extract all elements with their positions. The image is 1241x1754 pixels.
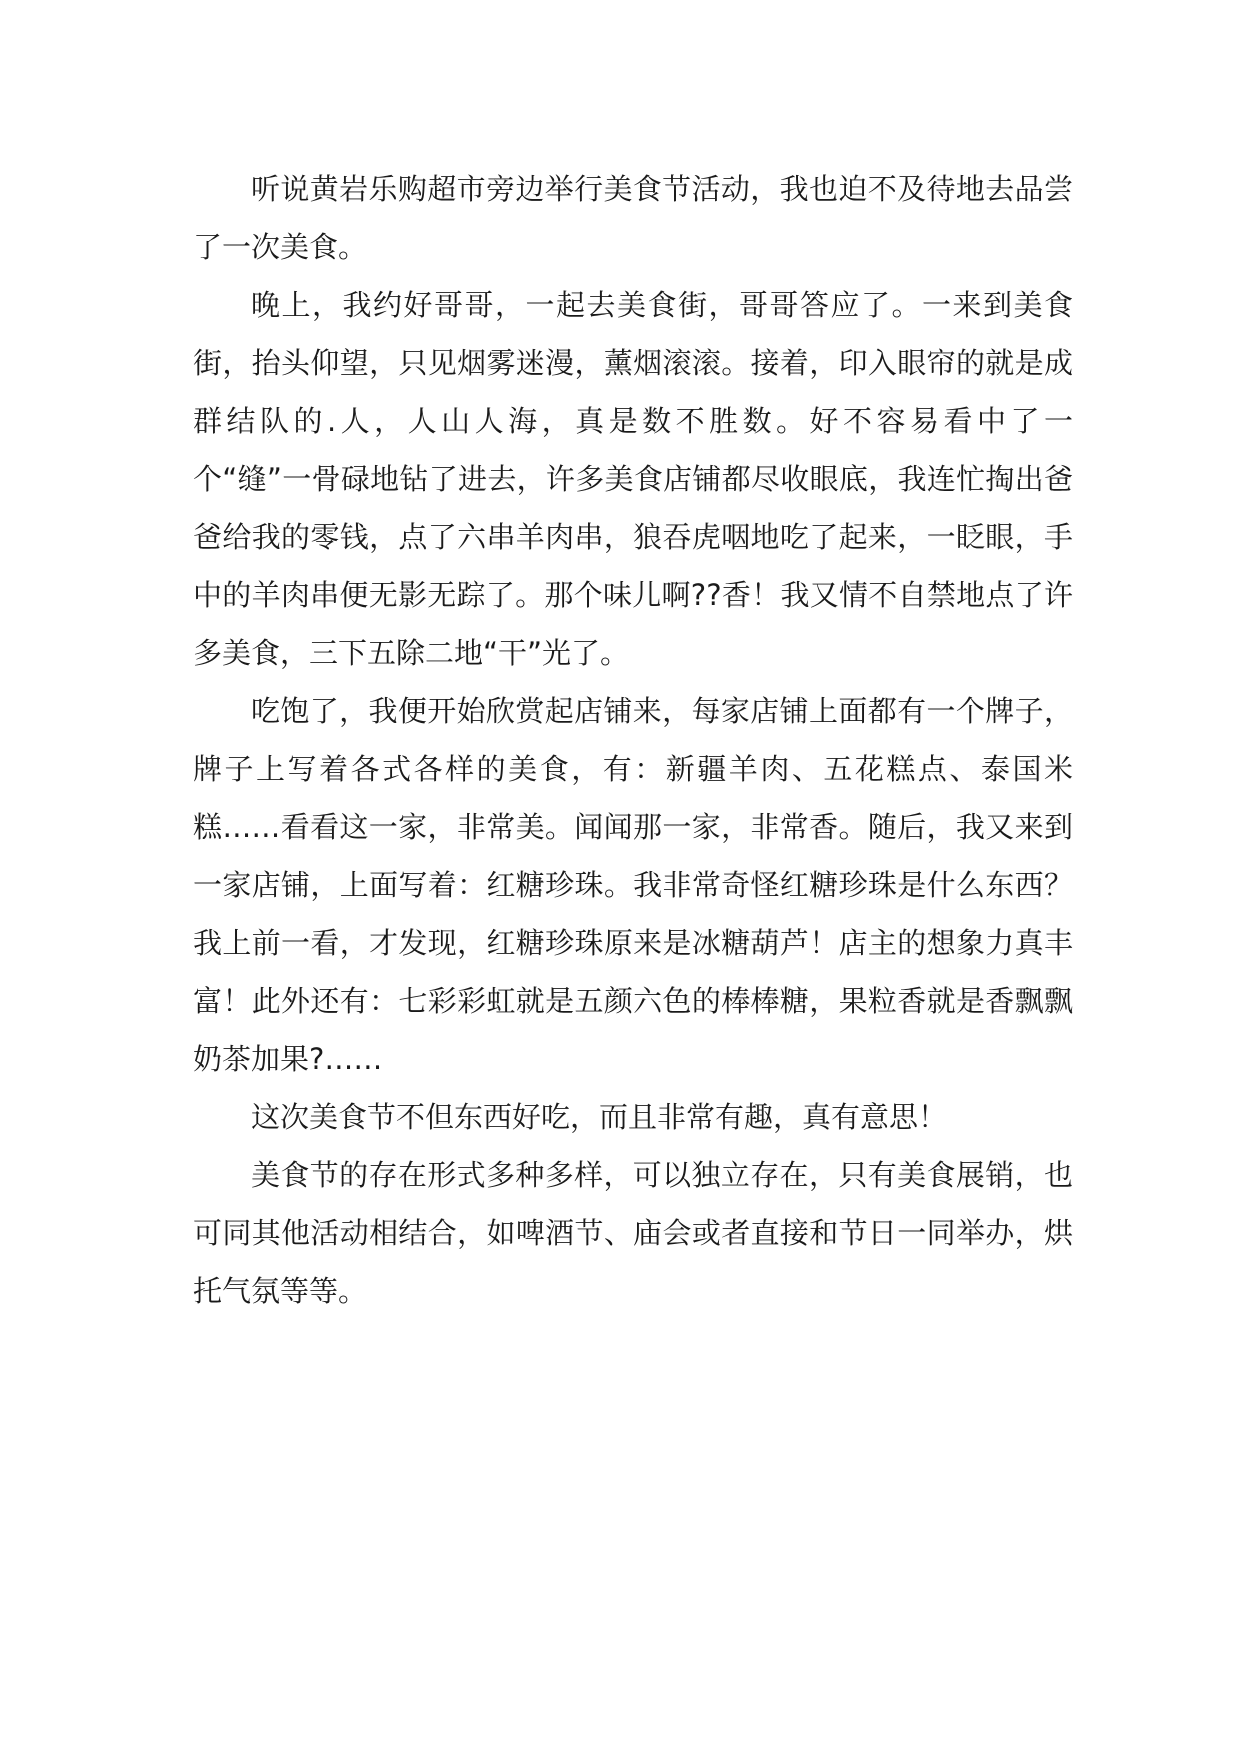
paragraph-4: 这次美食节不但东西好吃，而且非常有趣，真有意思！ (251, 1100, 948, 1134)
paragraph-5: 美食节的存在形式多种多样，可以独立存在，只有美食展销，也可同其他活动相结合，如啤酒节、庙会或者直接和节日一同举办，烘托气氛等等。 (193, 1158, 1073, 1308)
paragraph-3: 吃饱了，我便开始欣赏起店铺来，每家店铺上面都有一个牌子，牌子上写着各式各样的美食，有：新疆羊肉、五花糕点、泰国米糕……看看这一家，非常美。闻闻那一家，非常香。随后，我又来到一家店铺，上面写着：红糖珍珠。我非常奇怪红糖珍珠是什么东西？我上前一看，才发现，红糖珍珠原来是冰糖葫芦！店主的想象力真丰富！此外还有：七彩彩虹就是五颜六色的棒棒糖，果粒香就是香飘飘奶茶加果?…… (193, 694, 1073, 1076)
paragraph-2: 晚上，我约好哥哥，一起去美食街，哥哥答应了。一来到美食街，抬头仰望，只见烟雾迷漫，薰烟滚滚。接着，印入眼帘的就是成群结队的.人，人山人海，真是数不胜数。好不容易看中了一个“缝”一骨碌地钻了进去，许多美食店铺都尽收眼底，我连忙掏出爸爸给我的零钱，点了六串羊肉串，狼吞虎咽地吃了起来，一眨眼，手中的羊肉串便无影无踪了。那个味儿啊??香！我又情不自禁地点了许多美食，三下五除二地“干”光了。 (193, 288, 1073, 670)
document-body (193, 160, 1073, 1320)
paragraph-1: 听说黄岩乐购超市旁边举行美食节活动，我也迫不及待地去品尝了一次美食。 (193, 172, 1073, 264)
